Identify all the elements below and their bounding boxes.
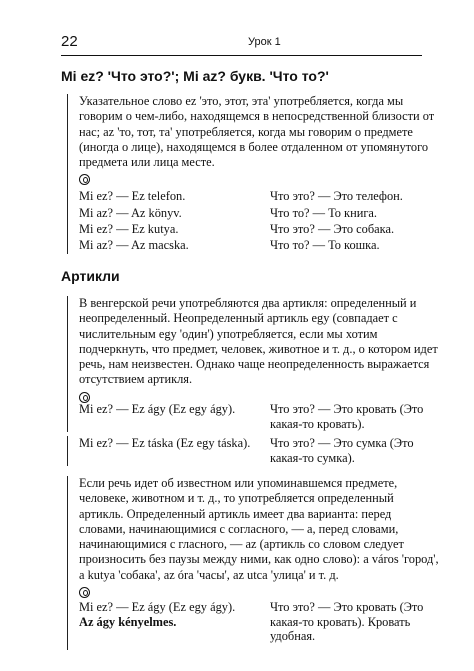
example-pairs [79, 188, 439, 253]
definite-article-box [67, 476, 439, 601]
hungarian-example: Mi az? — Az könyv. [79, 205, 182, 220]
hungarian-example: Mi ez? — Ez ágy (Ez egy ágy). [79, 600, 236, 614]
page-number: 22 [61, 33, 78, 50]
example-block-2 [67, 436, 439, 466]
list-item [79, 188, 439, 204]
demonstratives-box [67, 94, 439, 254]
list-item [79, 221, 439, 237]
hungarian-example: Mi az? — Az macska. [79, 238, 189, 253]
russian-translation: Что это? — Это собака. [270, 222, 395, 237]
ear-icon [79, 587, 90, 598]
lesson-label: Урок 1 [248, 36, 281, 48]
hungarian-example: Mi ez? — Ez kutya. [79, 222, 179, 237]
articles-intro: В венгерской речи употребляются два артикля: определенный и неопределенный. Неопределенный артикль egy (совпадает с числительным egy 'один') употребляется, если мы хотим подчеркнуть, что предмет, человек, животное и т. д., о котором идет речь, нам неизвестен. Однако чаще неопределенность выражается отсутствием артикля. [79, 296, 438, 387]
demonstratives-intro: Указательное слово ez 'это, этот, эта' употребляется, когда мы говорим о чем-либо, находящемся в непосредственной близости от нас; az 'то, тот, та' употребляется, когда мы говорим о предмете (иногда о лице), находящемся в более отдаленном от упомянутого предмета или лица месте. [79, 94, 435, 170]
section-title-demonstratives: Mi ez? 'Что это?'; Mi az? букв. 'Что то?' [61, 68, 329, 84]
articles-intro-box [67, 296, 439, 406]
russian-translation: Что то? — То книга. [270, 205, 378, 220]
example-block-3 [67, 600, 439, 650]
example-block-1 [67, 402, 439, 432]
russian-translation: Что это? — Это кровать (Это какая-то кровать). [270, 402, 424, 431]
hungarian-example: Mi ez? — Ez ágy (Ez egy ágy). [79, 402, 236, 416]
russian-translation: Что то? — То кошка. [270, 238, 380, 253]
russian-translation: Что это? — Это кровать (Это какая-то кровать). Кровать удобная. [270, 600, 424, 643]
hungarian-example: Mi ez? — Ez telefon. [79, 189, 186, 204]
list-item [79, 205, 439, 221]
definite-article-text: Если речь идет об известном или упоминавшемся предмете, человеке, животном и т. д., то употребляется определенный артикль. Определенный артикль имеет два варианта: перед словами, начинающимися с согласного, — a, перед словами, начинающимися с гласного, — az (артикль со словом следует произносить без паузы между ними, как одно слово): a város 'город', a kutya 'собака', az óra 'часы', az utca 'улица' и т. д. [79, 476, 439, 582]
hungarian-example: Mi ez? — Ez táska (Ez egy táska). [79, 436, 251, 450]
russian-translation: Что это? — Это сумка (Это какая-то сумка). [270, 436, 414, 465]
section-title-articles: Артикли [61, 268, 120, 284]
hungarian-examples [79, 600, 259, 629]
hungarian-example: Az ágy kényelmes. [79, 614, 177, 629]
header-divider [61, 55, 422, 56]
ear-icon [79, 174, 90, 185]
list-item [79, 237, 439, 253]
russian-translation: Что это? — Это телефон. [270, 189, 403, 204]
